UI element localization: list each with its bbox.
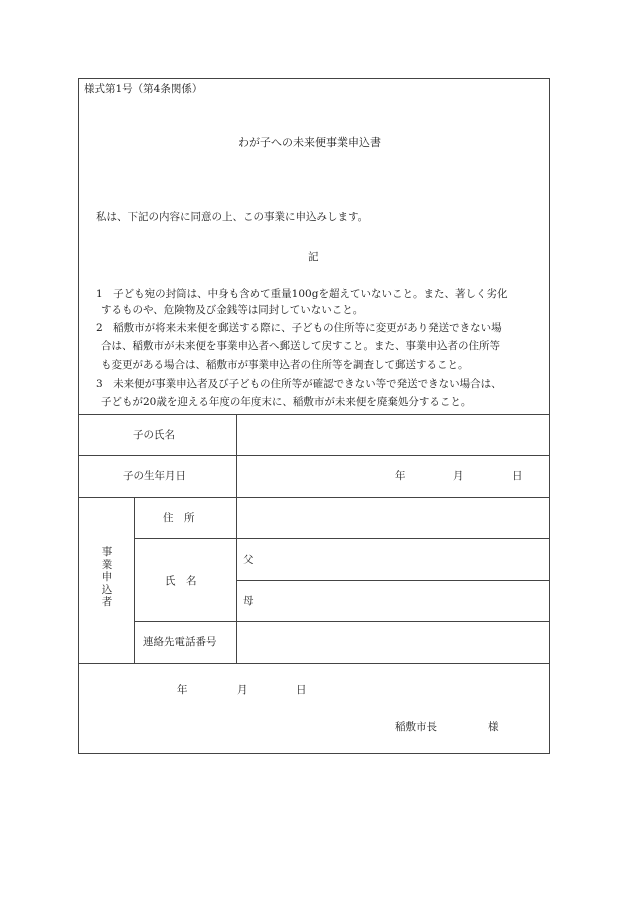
form-number: 様式第1号（第4条関係） [84,83,203,95]
child-name-field[interactable] [237,415,549,455]
child-birth-field[interactable] [237,456,549,497]
table-column-divider [134,497,135,663]
father-name-field[interactable] [257,539,549,580]
birth-year-unit: 年 [395,470,406,482]
condition-2-line-1: 2 稲敷市が将来未来便を郵送する際に、子どもの住所等に変更があり発送できない場 [96,322,502,334]
mother-name-field[interactable] [257,581,549,621]
date-day-unit: 日 [296,684,307,696]
father-label: 父 [243,554,254,566]
birth-day-unit: 日 [512,470,523,482]
condition-2-line-2: 合は、稲敷市が未来便を事業申込者へ郵送して戻すこと。また、事業申込者の住所等 [101,340,500,352]
address-label: 住 所 [163,512,195,524]
condition-3-line-1: 3 未来便が事業申込者及び子どもの住所等が確認できない等で発送できない場合は、 [96,378,502,390]
intro-text: 私は、下記の内容に同意の上、この事業に申込みします。 [96,211,369,223]
phone-label: 連絡先電話番号 [143,636,217,648]
child-birth-label: 子の生年月日 [123,470,186,482]
date-year-unit: 年 [177,684,188,696]
condition-1-line-2: するものや、危険物及び金銭等は同封していないこと。 [101,304,364,316]
condition-2-line-3: も変更がある場合は、稲敷市が事業申込者の住所等を調査して郵送すること。 [101,359,469,371]
date-month-unit: 月 [237,684,248,696]
addressee: 稲敷市長 [395,721,437,733]
phone-field[interactable] [237,622,549,663]
name-label: 氏 名 [165,575,197,587]
child-name-label: 子の氏名 [133,429,175,441]
ki-heading: 記 [308,251,319,263]
address-field[interactable] [237,498,549,538]
honorific: 様 [488,721,499,733]
condition-1-line-1: 1 子ども宛の封筒は、中身も含めて重量100gを超えていないこと。また、著しく劣化 [96,288,508,300]
applicant-label: 事業申込者 [101,546,113,608]
table-bottom-border [78,663,550,664]
form-title: わが子への未来便事業申込書 [238,136,381,149]
mother-label: 母 [243,595,254,607]
birth-month-unit: 月 [453,470,464,482]
condition-3-line-2: 子どもが20歳を迎える年度の年度末に、稲敷市が未来便を廃棄処分すること。 [101,396,472,408]
